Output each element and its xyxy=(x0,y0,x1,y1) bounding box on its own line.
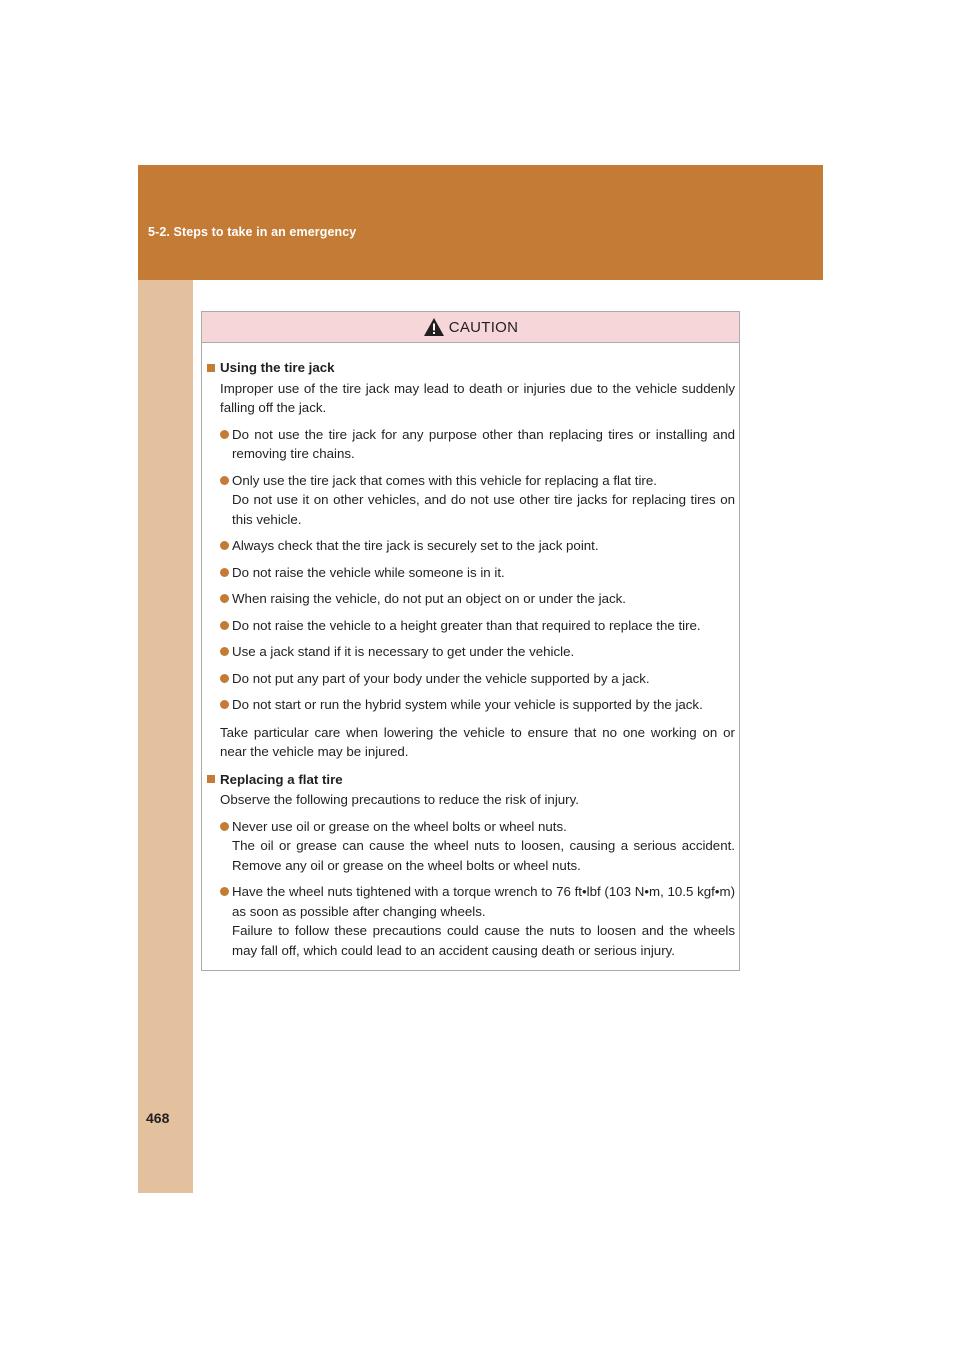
circle-bullet-icon xyxy=(220,674,229,683)
square-bullet-icon xyxy=(207,364,215,372)
section-title: 5-2. Steps to take in an emergency xyxy=(148,225,357,239)
section-intro: Improper use of the tire jack may lead to death or injuries due to the vehicle suddenly falling off the jack. xyxy=(220,380,735,415)
circle-bullet-icon xyxy=(220,476,229,485)
header-band xyxy=(138,165,823,280)
list-item: Use a jack stand if it is necessary to get under the vehicle. xyxy=(207,642,735,662)
list-item: Do not use the tire jack for any purpose other than replacing tires or installing and removing tire chains. xyxy=(207,425,735,464)
warning-triangle-icon xyxy=(423,317,445,337)
section-heading: Replacing a flat tire xyxy=(207,770,735,790)
list-item: When raising the vehicle, do not put an object on or under the jack. xyxy=(207,589,735,609)
list-item: Do not raise the vehicle to a height greater than that required to replace the tire. xyxy=(207,616,735,636)
list-item: Only use the tire jack that comes with this vehicle for replacing a flat tire. Do not use it on other vehicles, and do not use other tire jacks for replacing tires on this vehicle. xyxy=(207,471,735,530)
side-strip xyxy=(138,165,193,1193)
section-intro: Observe the following precautions to reduce the risk of injury. xyxy=(220,792,579,807)
list-item: Have the wheel nuts tightened with a torque wrench to 76 ft•lbf (103 N•m, 10.5 kgf•m) as soon as possible after changing wheels. Failure to follow these precautions could cause the nuts to loosen and the wheels may fall off, which could lead to an accident causing death or serious injury. xyxy=(207,882,735,960)
circle-bullet-icon xyxy=(220,568,229,577)
list-item: Never use oil or grease on the wheel bolts or wheel nuts. The oil or grease can cause the wheel nuts to loosen, causing a serious accident. Remove any oil or grease on the wheel bolts or wheel nuts. xyxy=(207,817,735,876)
list-item: Always check that the tire jack is securely set to the jack point. xyxy=(207,536,735,556)
page-number: 468 xyxy=(146,1110,170,1126)
circle-bullet-icon xyxy=(220,822,229,831)
section-outro: Take particular care when lowering the vehicle to ensure that no one working on or near the vehicle may be injured. xyxy=(220,724,735,759)
caution-box xyxy=(201,311,740,971)
caution-body xyxy=(202,343,739,960)
circle-bullet-icon xyxy=(220,541,229,550)
circle-bullet-icon xyxy=(220,887,229,896)
section-heading: Using the tire jack xyxy=(207,358,735,378)
caution-title: CAUTION xyxy=(448,318,519,336)
list-item: Do not start or run the hybrid system while your vehicle is supported by the jack. xyxy=(207,695,735,715)
square-bullet-icon xyxy=(207,775,215,783)
circle-bullet-icon xyxy=(220,621,229,630)
circle-bullet-icon xyxy=(220,647,229,656)
list-item: Do not put any part of your body under the vehicle supported by a jack. xyxy=(207,669,735,689)
caution-header xyxy=(202,312,739,343)
circle-bullet-icon xyxy=(220,700,229,709)
list-item: Do not raise the vehicle while someone is in it. xyxy=(207,563,735,583)
circle-bullet-icon xyxy=(220,594,229,603)
circle-bullet-icon xyxy=(220,430,229,439)
